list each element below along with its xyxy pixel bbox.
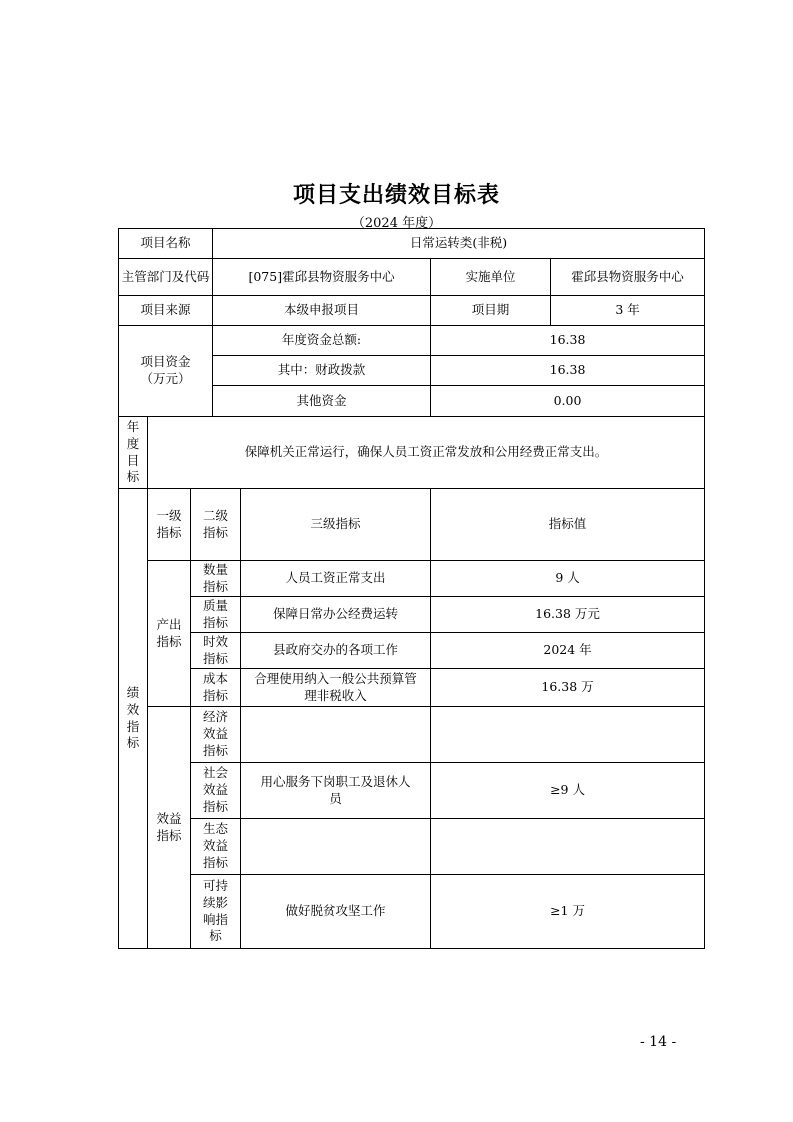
indicator-row	[119, 763, 705, 819]
col-level2-header: 二级指标	[191, 489, 241, 561]
page-number: - 14 -	[640, 1034, 677, 1050]
level3-cell: 县政府交办的各项工作	[241, 633, 431, 669]
project-name-value: 日常运转类(非税)	[213, 229, 705, 259]
annual-goal-row	[119, 417, 705, 489]
page-subtitle: （2024 年度）	[351, 216, 442, 231]
annual-goal-label: 年度目标	[119, 417, 148, 489]
col-value-header: 指标值	[431, 489, 705, 561]
value-cell: 2024 年	[431, 633, 705, 669]
source-row	[119, 296, 705, 326]
col-level1-header: 一级指标	[148, 489, 191, 561]
level2-cell: 社会效益指标	[191, 763, 241, 819]
level3-cell	[241, 819, 431, 875]
level3-cell: 保障日常办公经费运转	[241, 597, 431, 633]
page-title: 项目支出绩效目标表	[292, 183, 500, 208]
annual-goal-text: 保障机关正常运行，确保人员工资正常发放和公用经费正常支出。	[148, 417, 705, 489]
level3-cell: 做好脱贫攻坚工作	[241, 875, 431, 949]
indicator-row	[119, 561, 705, 597]
dept-label: 主管部门及代码	[119, 259, 213, 296]
level2-cell: 数量指标	[191, 561, 241, 597]
level2-cell: 可持续影响指标	[191, 875, 241, 949]
period-label: 项目期	[431, 296, 551, 326]
level2-cell: 生态效益指标	[191, 819, 241, 875]
funds-fiscal-value: 16.38	[431, 356, 705, 386]
indicator-row	[119, 875, 705, 949]
value-cell: 16.38 万	[431, 669, 705, 707]
dept-value: [075]霍邱县物资服务中心	[213, 259, 431, 296]
value-cell: 9 人	[431, 561, 705, 597]
funds-fiscal-label: 其中：财政拨款	[213, 356, 431, 386]
indicator-row	[119, 669, 705, 707]
project-name-row	[119, 229, 705, 259]
funds-label	[119, 326, 213, 417]
level2-cell: 经济效益指标	[191, 707, 241, 763]
indicator-row	[119, 597, 705, 633]
output-indicator-label: 产出指标	[148, 561, 191, 707]
indicator-row	[119, 633, 705, 669]
project-name-label: 项目名称	[119, 229, 213, 259]
value-cell: ≥1 万	[431, 875, 705, 949]
value-cell	[431, 819, 705, 875]
impl-label: 实施单位	[431, 259, 551, 296]
indicator-row	[119, 707, 705, 763]
funds-total-label: 年度资金总额:	[213, 326, 431, 356]
dept-row	[119, 259, 705, 296]
level3-cell: 合理使用纳入一般公共预算管理非税收入	[241, 669, 431, 707]
level2-cell: 时效指标	[191, 633, 241, 669]
col-level3-header: 三级指标	[241, 489, 431, 561]
funds-total-value: 16.38	[431, 326, 705, 356]
level2-cell: 质量指标	[191, 597, 241, 633]
period-value: 3 年	[551, 296, 705, 326]
level2-cell: 成本指标	[191, 669, 241, 707]
funds-label-text: 项目资金（万元）	[140, 354, 191, 386]
value-cell: ≥9 人	[431, 763, 705, 819]
indicator-header-row	[119, 489, 705, 561]
performance-target-table	[118, 228, 705, 949]
level3-cell: 人员工资正常支出	[241, 561, 431, 597]
source-value: 本级申报项目	[213, 296, 431, 326]
impl-value: 霍邱县物资服务中心	[551, 259, 705, 296]
level3-cell: 用心服务下岗职工及退休人员	[241, 763, 431, 819]
funds-total-row	[119, 326, 705, 356]
level3-cell	[241, 707, 431, 763]
value-cell	[431, 707, 705, 763]
value-cell: 16.38 万元	[431, 597, 705, 633]
indicator-row	[119, 819, 705, 875]
source-label: 项目来源	[119, 296, 213, 326]
funds-other-value: 0.00	[431, 386, 705, 417]
funds-other-label: 其他资金	[213, 386, 431, 417]
indicators-section-label: 绩效指标	[119, 489, 148, 949]
effect-indicator-label: 效益指标	[148, 707, 191, 949]
